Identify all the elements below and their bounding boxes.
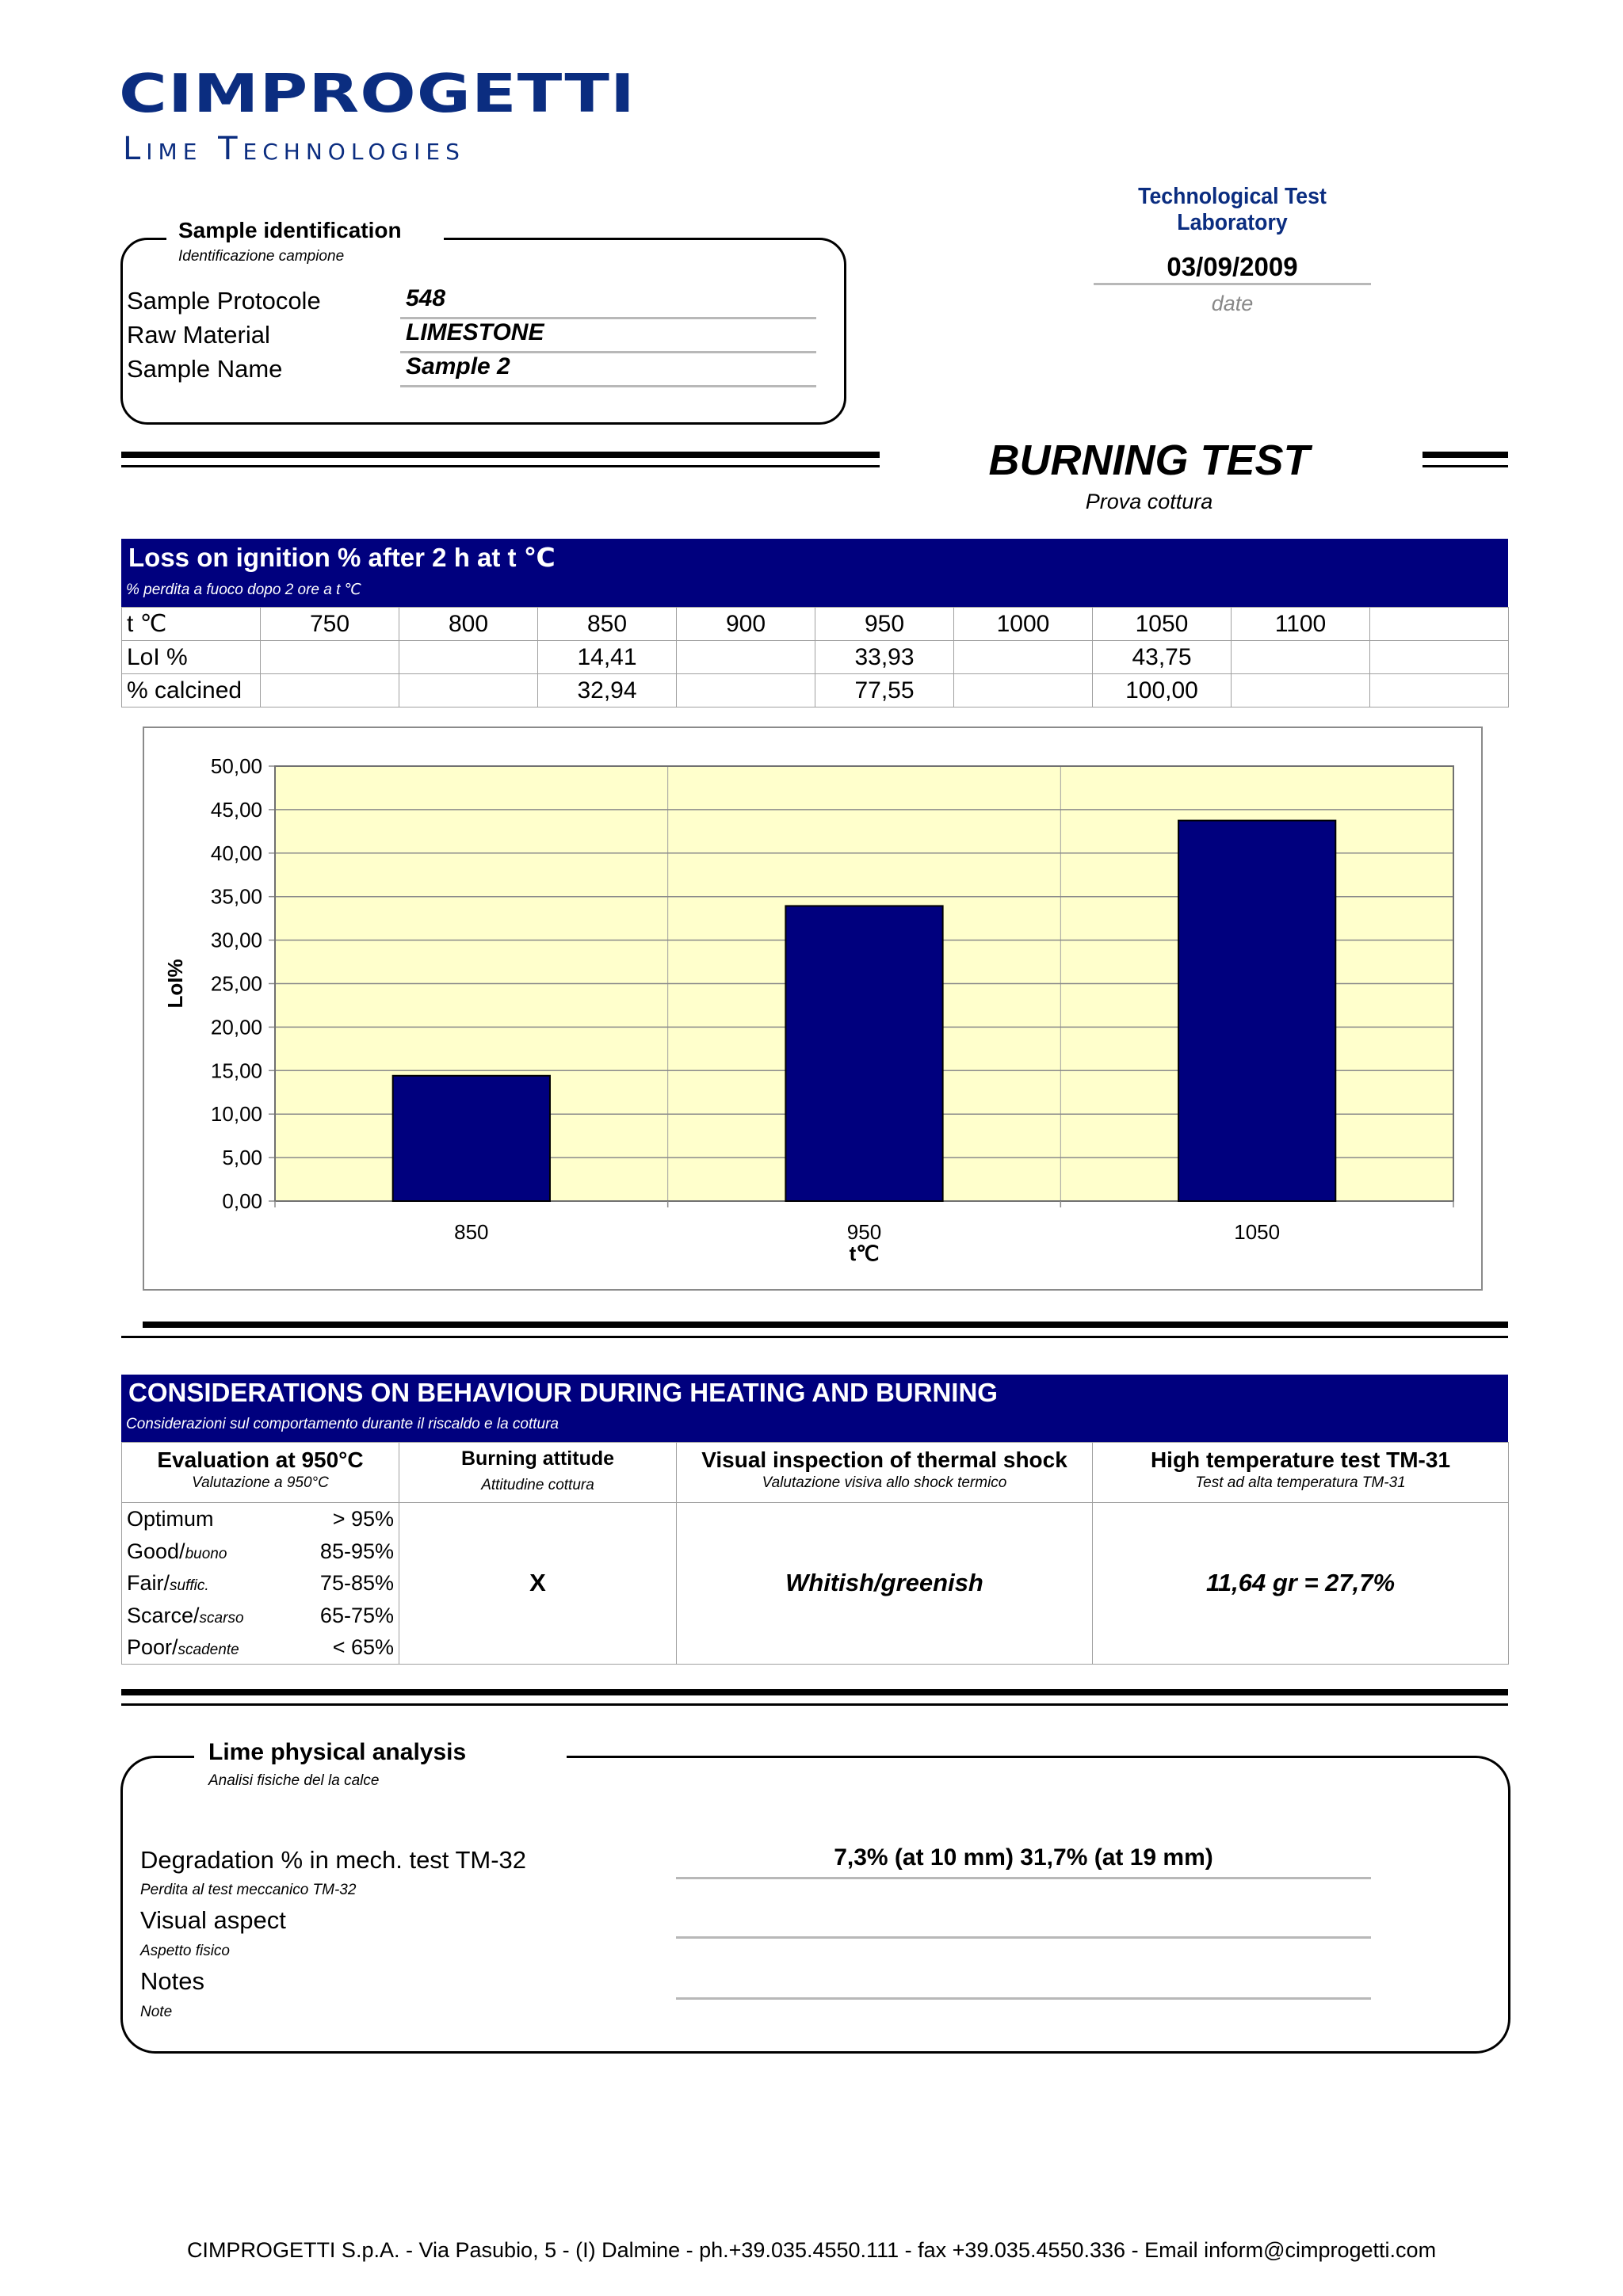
burning-attitude-value: X xyxy=(399,1503,677,1665)
table-cell xyxy=(1370,641,1509,674)
table-cell: t ℃ xyxy=(122,608,261,641)
column-header xyxy=(677,1443,1093,1503)
separator-thin xyxy=(1423,465,1508,467)
separator-thin xyxy=(121,1703,1508,1706)
y-tick-label: 40,00 xyxy=(210,841,262,865)
table-cell xyxy=(677,674,815,707)
loi-subtitle: % perdita a fuoco dopo 2 ore a t ℃ xyxy=(126,582,362,598)
loi-row-loi xyxy=(122,641,1509,674)
raw-material-value: LIMESTONE xyxy=(406,319,544,345)
table-cell xyxy=(677,641,815,674)
table-cell: 100,00 xyxy=(1093,674,1232,707)
table-cell xyxy=(1370,674,1509,707)
separator-thick xyxy=(1423,452,1508,458)
notes-underline xyxy=(676,1997,1371,2000)
column-title: Evaluation at 950°C xyxy=(157,1447,364,1472)
table-cell: 43,75 xyxy=(1093,641,1232,674)
x-tick-label: 950 xyxy=(846,1220,882,1244)
considerations-header-row xyxy=(122,1443,1509,1503)
visual-inspection-value: Whitish/greenish xyxy=(677,1503,1093,1665)
table-cell: % calcined xyxy=(122,674,261,707)
y-tick-label: 25,00 xyxy=(210,971,262,996)
x-tick-label: 1050 xyxy=(1234,1220,1281,1244)
y-tick-label: 10,00 xyxy=(210,1102,262,1127)
footer-contact: CIMPROGETTI S.p.A. - Via Pasubio, 5 - (I) Dalmine - ph.+39.035.4550.111 - fax +39.035.4550.336 - Email inform@cimprogetti.com xyxy=(186,2238,1437,2262)
loi-row-temperature xyxy=(122,608,1509,641)
y-tick-label: 0,00 xyxy=(222,1189,262,1213)
table-cell: 33,93 xyxy=(815,641,954,674)
table-cell xyxy=(261,674,399,707)
table-cell xyxy=(399,674,538,707)
evaluation-range: < 65% xyxy=(332,1635,394,1659)
sample-protocol-value: 548 xyxy=(406,285,446,311)
x-tick-label: 850 xyxy=(454,1220,489,1244)
evaluation-row xyxy=(122,1567,399,1600)
evaluation-range: > 95% xyxy=(332,1507,394,1531)
evaluation-label: Good/ xyxy=(127,1539,185,1563)
table-cell xyxy=(1370,608,1509,641)
table-cell xyxy=(954,674,1093,707)
sample-name-label: Sample Name xyxy=(127,355,283,383)
table-cell xyxy=(954,641,1093,674)
degradation-label: Degradation % in mech. test TM-32 xyxy=(140,1846,527,1874)
company-logo: CIMPROGETTI xyxy=(119,63,636,124)
evaluation-range: 85-95% xyxy=(319,1539,394,1563)
loi-chart xyxy=(143,727,1483,1291)
degradation-value: 7,3% (at 10 mm) 31,7% (at 19 mm) xyxy=(834,1844,1213,1871)
evaluation-row xyxy=(122,1631,399,1664)
column-subtitle: Attitudine cottura xyxy=(481,1477,594,1493)
y-axis-label: LoI% xyxy=(163,959,187,1009)
table-cell: 800 xyxy=(399,608,538,641)
loi-header xyxy=(121,539,1508,607)
table-cell: 14,41 xyxy=(538,641,677,674)
evaluation-label-sub: scadente xyxy=(178,1642,239,1658)
burning-test-subtitle: Prova cottura xyxy=(1085,490,1213,513)
separator-thin xyxy=(121,1336,1508,1338)
table-cell xyxy=(1232,674,1370,707)
y-tick-label: 45,00 xyxy=(210,797,262,822)
degradation-sublabel: Perdita al test meccanico TM-32 xyxy=(140,1882,357,1898)
column-subtitle: Valutazione a 950°C xyxy=(192,1474,329,1491)
sample-section-subtitle: Identificazione campione xyxy=(178,248,345,265)
visual-aspect-label: Visual aspect xyxy=(140,1906,286,1934)
table-cell: 850 xyxy=(538,608,677,641)
evaluation-label: Optimum xyxy=(127,1507,214,1531)
y-tick-label: 50,00 xyxy=(210,754,262,778)
separator-thin xyxy=(121,465,880,467)
evaluation-label: Scarce/ xyxy=(127,1603,200,1627)
column-subtitle: Test ad alta temperatura TM-31 xyxy=(1195,1474,1406,1491)
considerations-header xyxy=(121,1375,1508,1442)
table-cell xyxy=(261,641,399,674)
evaluation-range: 65-75% xyxy=(319,1603,394,1627)
company-tagline: Lime Technologies xyxy=(123,131,465,167)
visual-aspect-underline xyxy=(676,1936,1371,1939)
table-cell: 750 xyxy=(261,608,399,641)
separator-thick xyxy=(121,1689,1508,1695)
burning-test-title: BURNING TEST xyxy=(988,437,1310,484)
separator-thick xyxy=(143,1322,1508,1328)
bar xyxy=(1178,821,1335,1201)
table-cell: 1050 xyxy=(1093,608,1232,641)
evaluation-row xyxy=(122,1600,399,1632)
y-tick-label: 35,00 xyxy=(210,884,262,909)
loi-table xyxy=(121,607,1509,707)
visual-aspect-sublabel: Aspetto fisico xyxy=(140,1943,230,1959)
y-tick-label: 5,00 xyxy=(222,1146,262,1170)
evaluation-label-sub: buono xyxy=(185,1545,227,1562)
table-cell: 32,94 xyxy=(538,674,677,707)
table-cell xyxy=(1232,641,1370,674)
y-tick-label: 20,00 xyxy=(210,1015,262,1039)
lab-title: Technological Test Laboratory xyxy=(1138,184,1327,235)
considerations-subtitle: Considerazioni sul comportamento durante il riscaldo e la cottura xyxy=(126,1416,559,1432)
high-temp-test-value: 11,64 gr = 27,7% xyxy=(1093,1503,1509,1665)
sample-name-underline xyxy=(400,385,816,387)
loi-row-calcined xyxy=(122,674,1509,707)
raw-material-label: Raw Material xyxy=(127,321,270,349)
table-cell: 77,55 xyxy=(815,674,954,707)
evaluation-label-sub: scarso xyxy=(199,1609,244,1627)
considerations-title: CONSIDERATIONS ON BEHAVIOUR DURING HEATING AND BURNING xyxy=(128,1378,998,1407)
y-tick-label: 15,00 xyxy=(210,1058,262,1083)
date-underline xyxy=(1094,283,1371,285)
notes-label: Notes xyxy=(140,1967,204,1995)
degradation-underline xyxy=(676,1877,1371,1879)
sample-name-value: Sample 2 xyxy=(406,353,510,379)
column-title: Visual inspection of thermal shock xyxy=(701,1447,1067,1472)
separator-thick xyxy=(121,452,880,458)
table-cell: LoI % xyxy=(122,641,261,674)
column-header xyxy=(1093,1443,1509,1503)
test-date: 03/09/2009 xyxy=(1167,252,1298,281)
y-tick-label: 30,00 xyxy=(210,928,262,952)
column-header xyxy=(122,1443,399,1503)
considerations-body-row xyxy=(122,1503,1509,1665)
sample-protocol-label: Sample Protocole xyxy=(127,287,321,315)
table-cell: 1000 xyxy=(954,608,1093,641)
column-title: High temperature test TM-31 xyxy=(1150,1447,1451,1472)
table-cell: 1100 xyxy=(1232,608,1370,641)
sample-section-title: Sample identification xyxy=(178,218,402,242)
bar xyxy=(393,1076,550,1201)
lime-section-subtitle: Analisi fisiche del la calce xyxy=(208,1772,380,1789)
lime-section-title: Lime physical analysis xyxy=(208,1739,467,1765)
lime-analysis-box xyxy=(120,1756,1510,2054)
notes-sublabel: Note xyxy=(140,2004,173,2020)
evaluation-row xyxy=(122,1535,399,1568)
considerations-table xyxy=(121,1442,1509,1665)
table-cell: 950 xyxy=(815,608,954,641)
evaluation-cell xyxy=(122,1503,399,1665)
evaluation-row xyxy=(122,1503,399,1535)
date-label: date xyxy=(1211,292,1254,315)
loi-chart-svg xyxy=(144,728,1481,1289)
table-cell xyxy=(399,641,538,674)
evaluation-label-sub: suffic. xyxy=(170,1577,209,1594)
column-header xyxy=(399,1443,677,1503)
table-cell: 900 xyxy=(677,608,815,641)
loi-title: Loss on ignition % after 2 h at t ℃ xyxy=(128,543,556,572)
evaluation-range: 75-85% xyxy=(319,1571,394,1595)
x-axis-label: t℃ xyxy=(849,1241,880,1265)
bar xyxy=(785,906,942,1201)
column-title: Burning attitude xyxy=(460,1447,615,1470)
column-subtitle: Valutazione visiva allo shock termico xyxy=(762,1474,1007,1491)
evaluation-label: Fair/ xyxy=(127,1571,170,1595)
evaluation-label: Poor/ xyxy=(127,1635,178,1659)
